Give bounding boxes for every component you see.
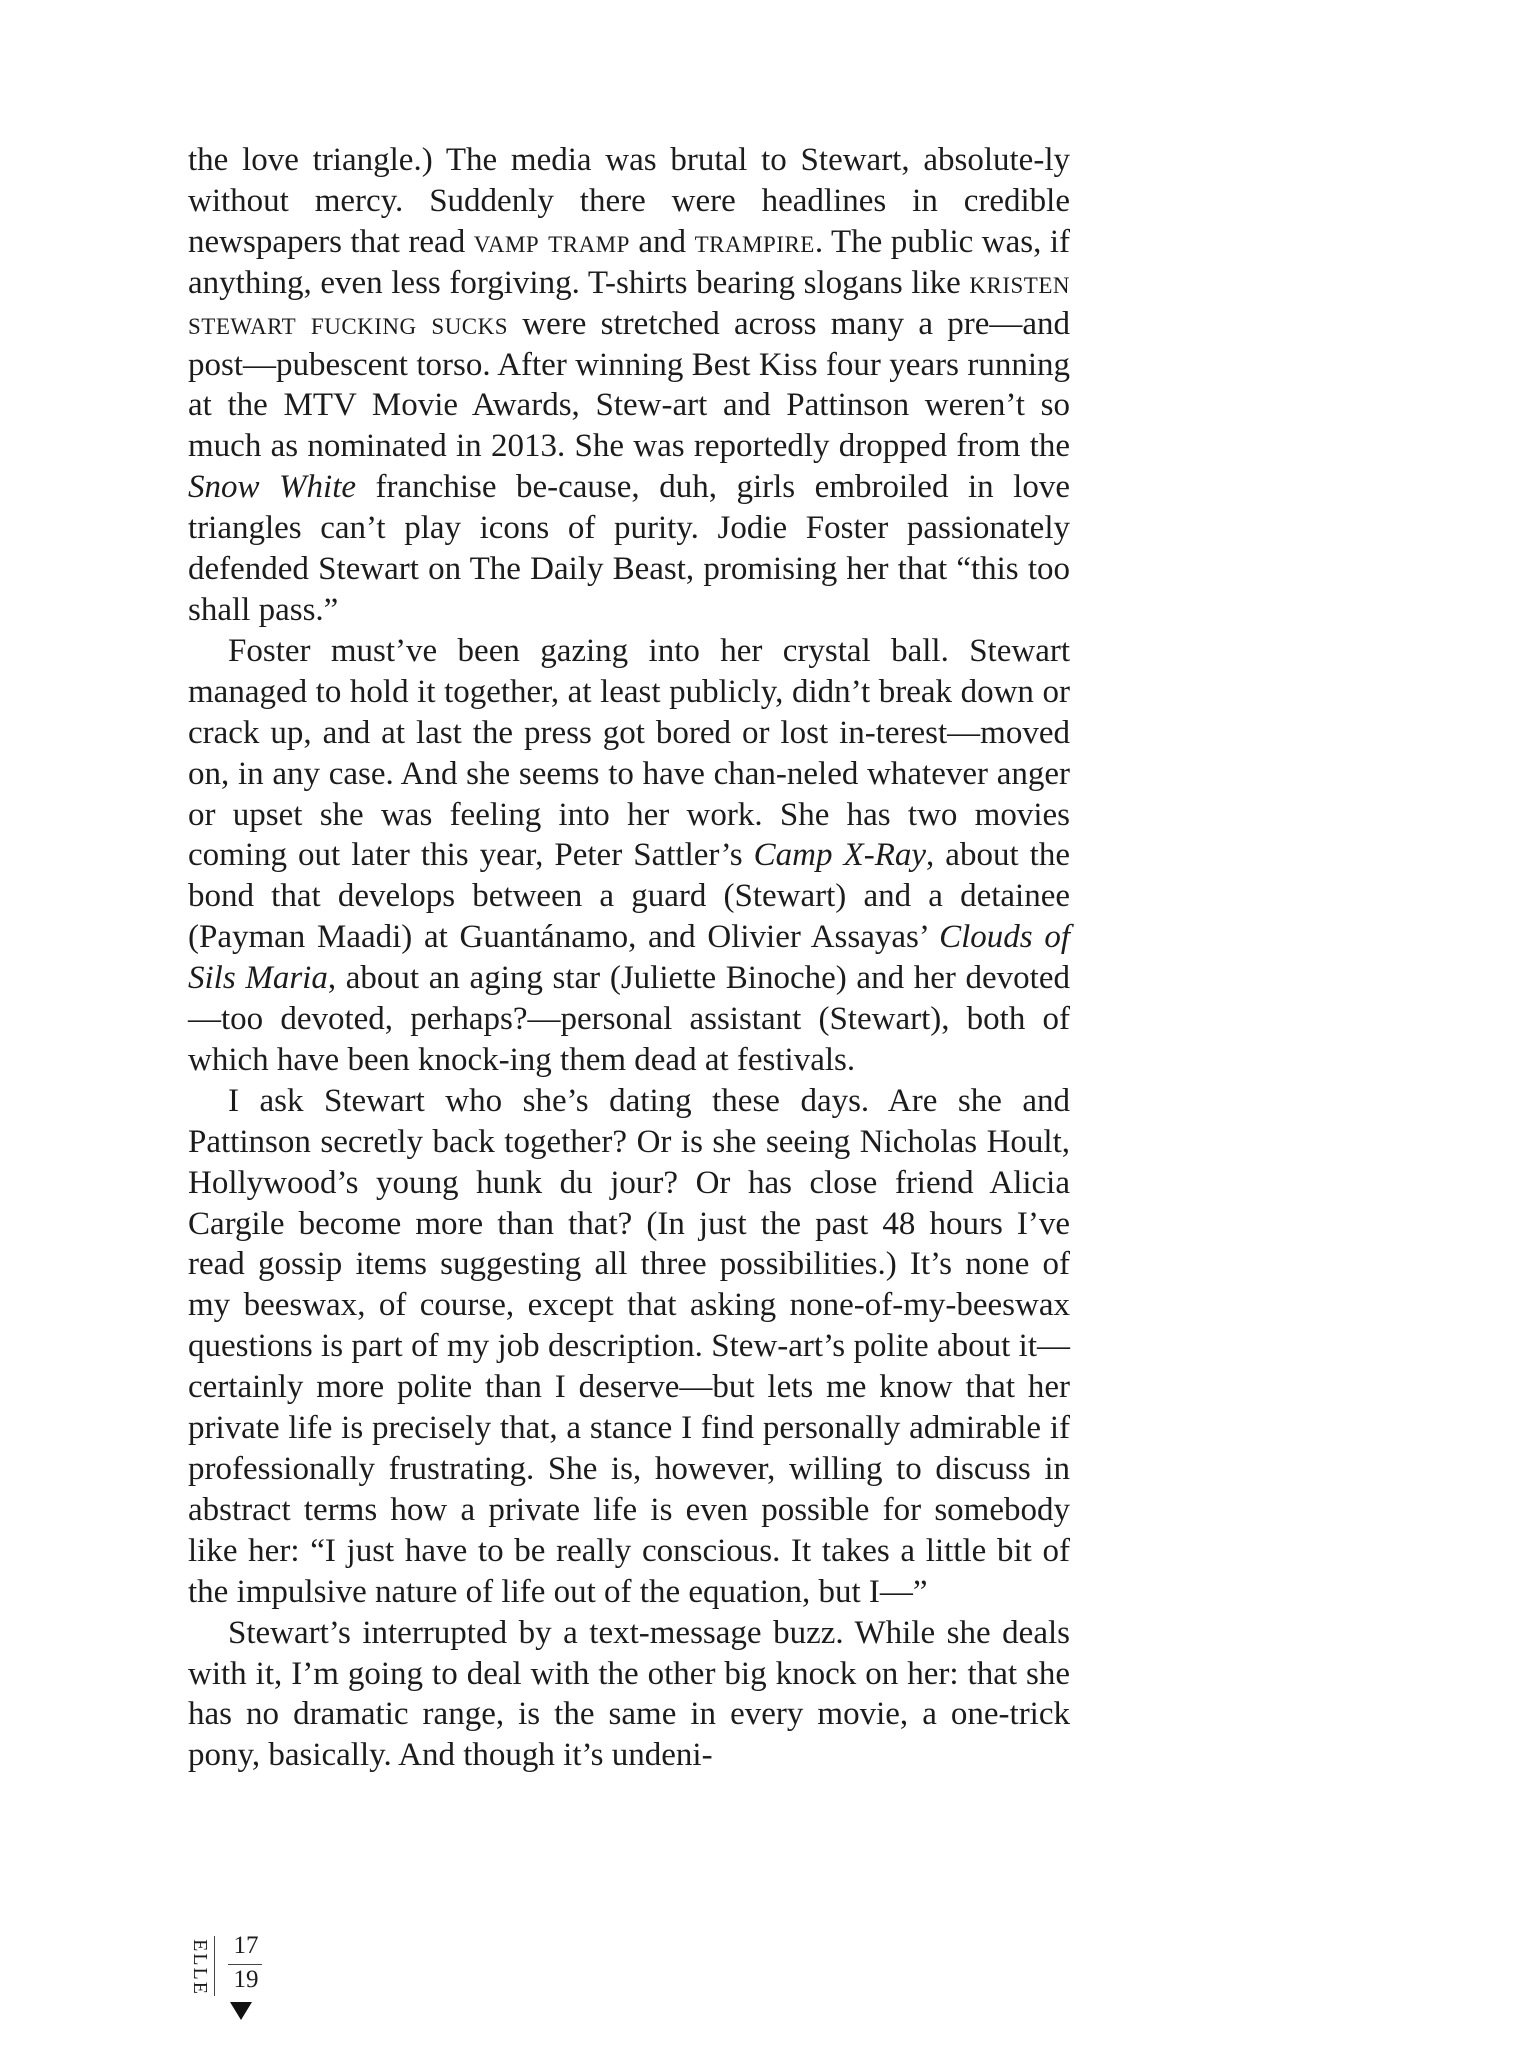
paragraph: Foster must’ve been gazing into her crystal ball. Stewart managed to hold it together, at least publicly, didn’t break down or crack up, and at last the press got bored or lost in-terest—moved on, in any case. And she seems to have chan-neled whatever anger or upset she was feeling into her work. She has two movies coming out later this year, Peter Sattler’s Camp X-Ray, about the bond that develops between a guard (Stewart) and a detainee (Payman Maadi) at Guantánamo, and Olivier Assayas’ Clouds of Sils Maria, about an aging star (Juliette Binoche) and her devoted—too devoted, perhaps?—personal assistant (Stewart), both of which have been knock-ing them dead at festivals. (188, 632, 1070, 1078)
film-title: Snow White (188, 469, 357, 506)
current-page-number: 17 (233, 1932, 259, 1959)
paragraph: I ask Stewart who she’s dating these days. Are she and Pattinson secretly back together? Or is she seeing Nicholas Hoult, Hollywood’s young hunk du jour? Or has close friend Alicia Cargile become more than that? (In just the past 48 hours I’ve read gossip items suggesting all three possibilities.) It’s none of my beeswax, of course, except that asking none-of-my-beeswax questions is part of my job description. Stew-art’s polite about it—certainly more polite than I deserve—but lets me know that her private life is precisely that, a stance I find personally admirable if professionally frustrating. She is, however, willing to discuss in abstract terms how a private life is even possible for somebody like her: “I just have to be really conscious. It takes a little bit of the impulsive nature of life out of the equation, but I—” (188, 1082, 1070, 1610)
footer-divider (214, 1936, 215, 1996)
page-footer (184, 1930, 304, 2040)
total-pages: 19 (233, 1966, 259, 1993)
headline-trampire: trampire (694, 223, 815, 260)
tshirt-slogan: kristen stewart fucking sucks (188, 264, 1070, 342)
paragraph: Stewart’s interrupted by a text-message buzz. While she deals with it, I’m going to deal with the other big knock on her: that she has no dramatic range, is the same in every movie, a one-trick pony, basically. And though it’s undeni- (188, 1614, 1070, 1774)
elle-logo: ELLE (188, 1938, 211, 1996)
film-title: Camp X-Ray (753, 837, 927, 874)
page-fraction-line (228, 1964, 262, 1965)
film-title: Clouds of Sils Maria (188, 919, 1070, 997)
down-triangle-icon[interactable] (230, 2002, 252, 2020)
paragraph: the love triangle.) The media was brutal to Stewart, absolute-ly without mercy. Suddenly there were headlines in credible newspapers that read vamp tramp and trampire. The public was, if anything, even less forgiving. T-shirts bearing slogans like kristen stewart fucking sucks were stretched across many a pre—and post—pubescent torso. After winning Best Kiss four years running at the MTV Movie Awards, Stew-art and Pattinson weren’t so much as nominated in 2013. She was reportedly dropped from the Snow White franchise be-cause, duh, girls embroiled in love triangles can’t play icons of purity. Jodie Foster passionately defended Stewart on The Daily Beast, promising her that “this too shall pass.” (188, 142, 1070, 628)
headline-vamp-tramp: vamp tramp (473, 223, 630, 260)
article-body (188, 140, 1070, 1776)
